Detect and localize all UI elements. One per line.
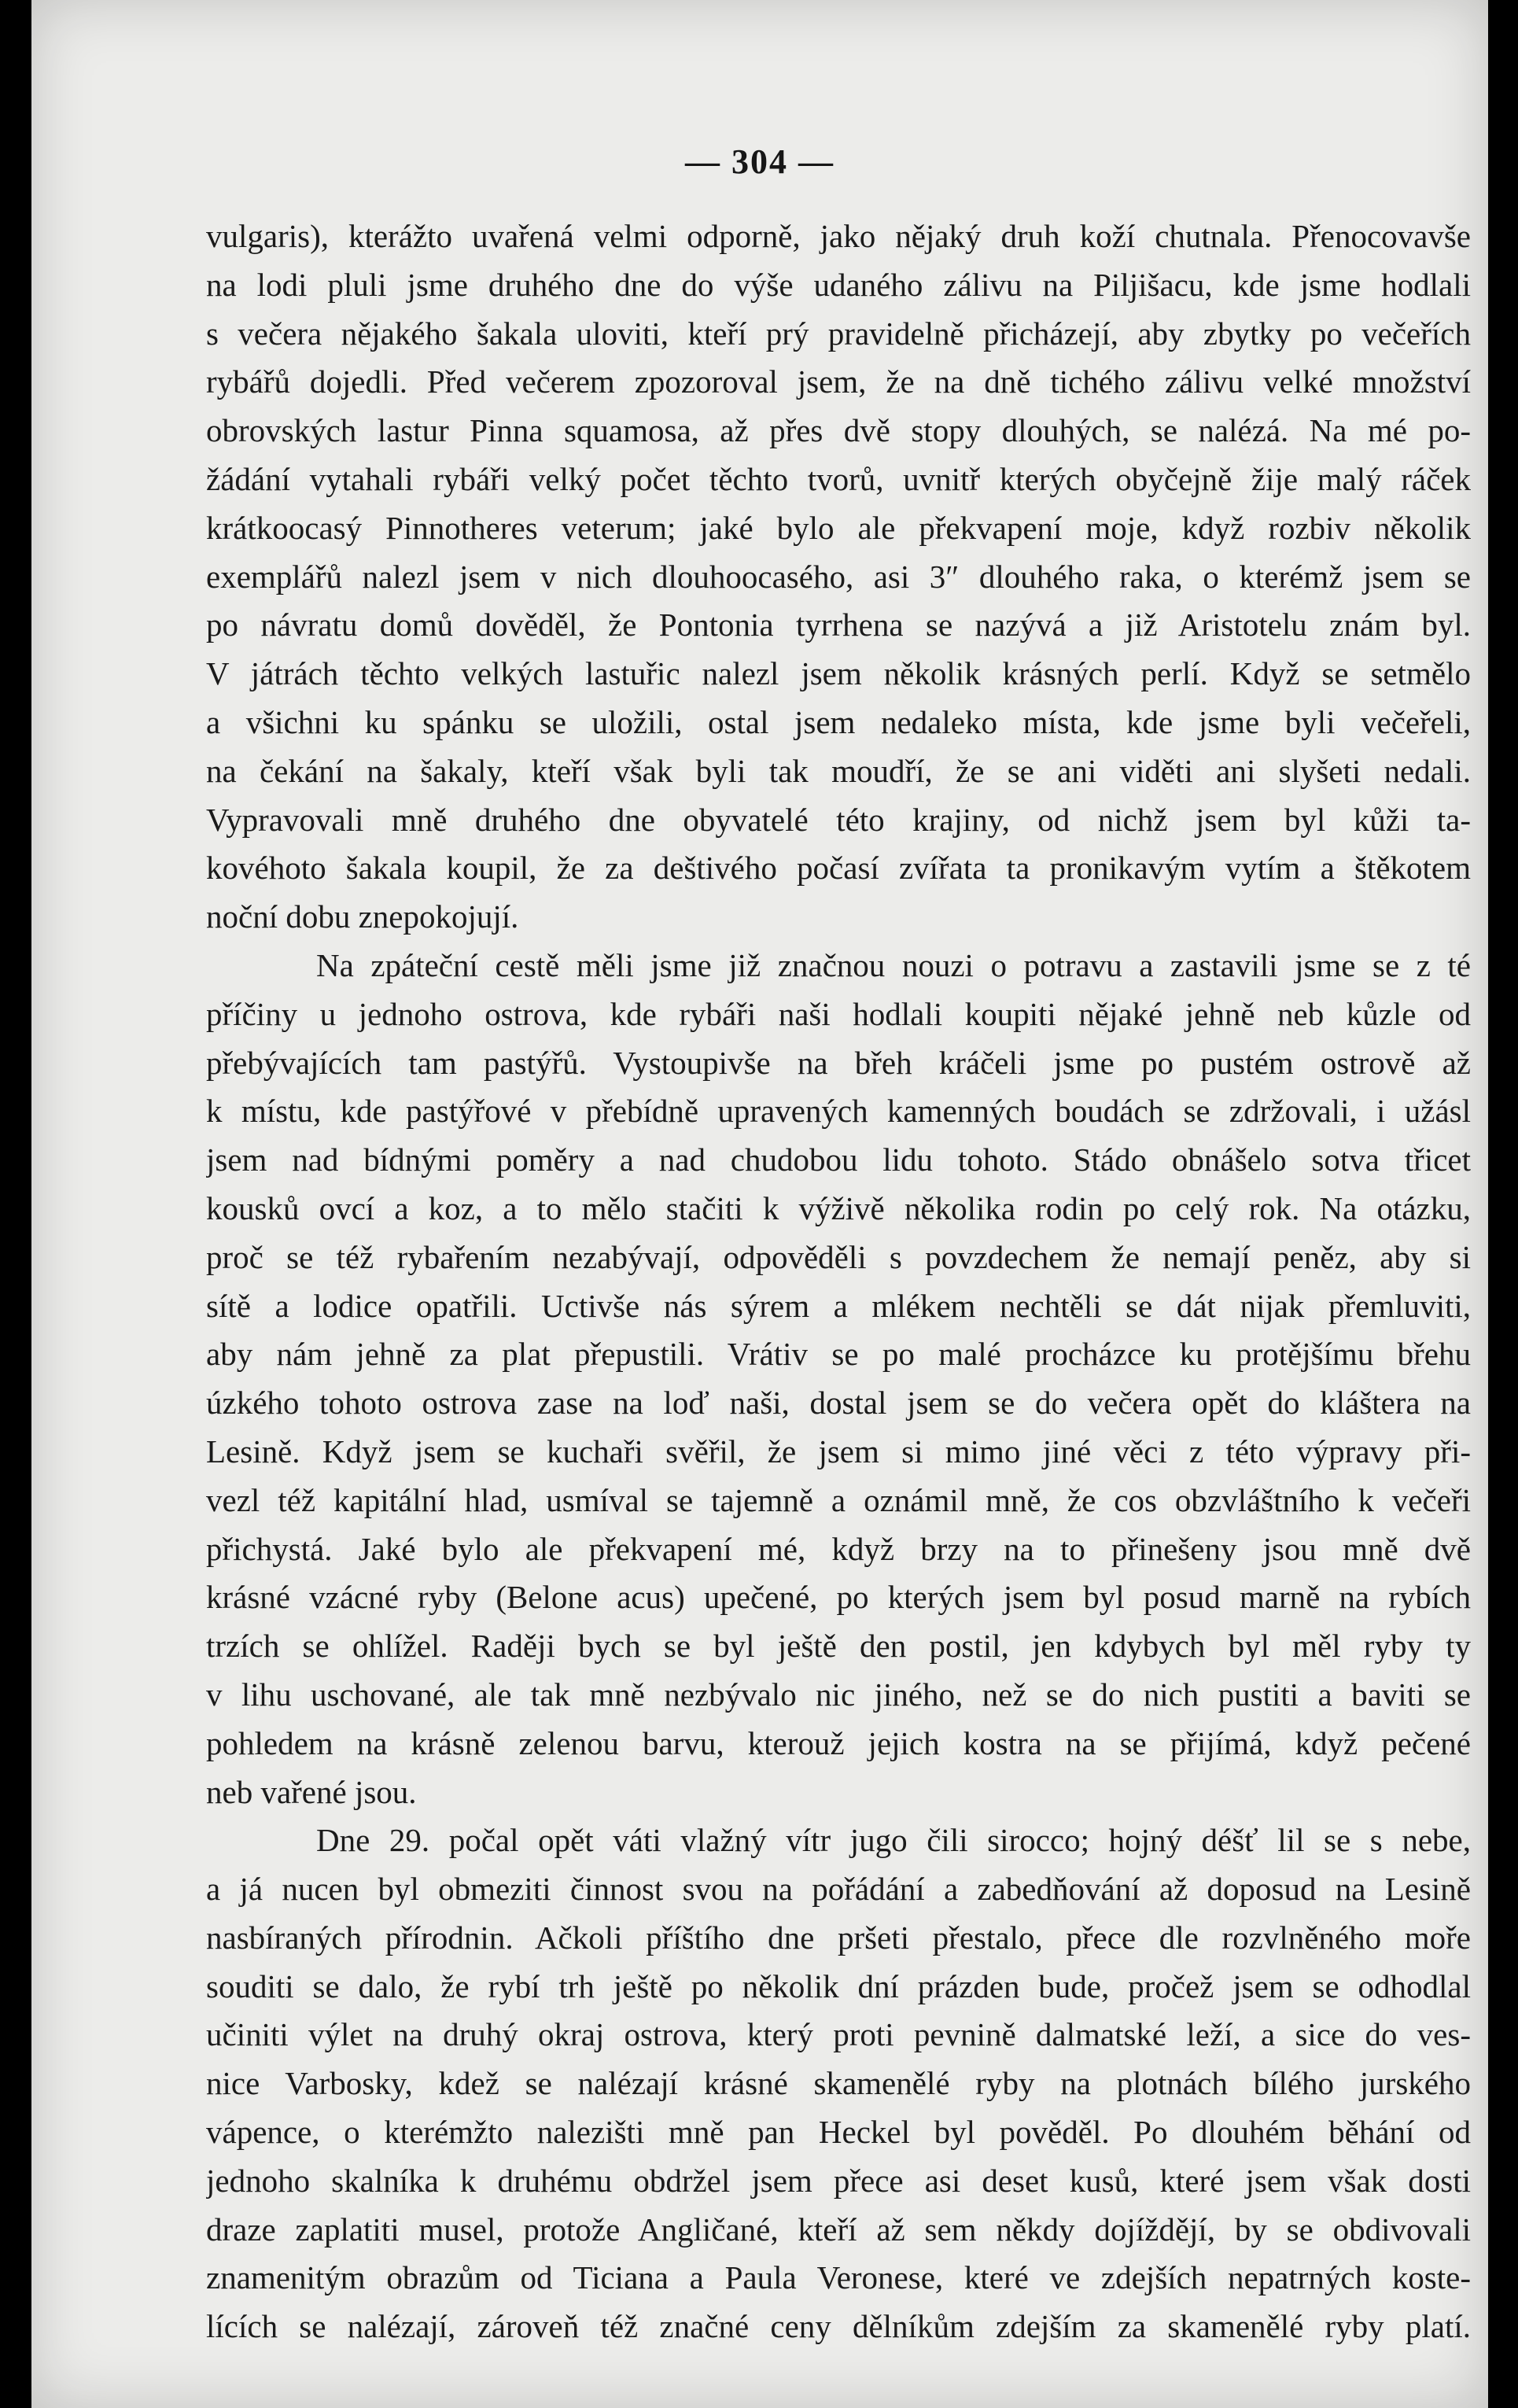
text-line: na lodi pluli jsme druhého dne do výše udaného zálivu na Piljišacu, kde jsme hodlali bbox=[206, 266, 1471, 303]
text-line: vulgaris), kterážto uvařená velmi odporně, jako nějaký druh koží chutnala. Přenocovavše bbox=[206, 218, 1471, 254]
text-line: úzkého tohoto ostrova zase na loď naši, dostal jsem se do večera opět do kláštera na bbox=[206, 1385, 1471, 1422]
text-line: souditi se dalo, že rybí trh ještě po několik dní prázden bude, pročež jsem se odhodlal bbox=[206, 1967, 1471, 2004]
text-line: vezl též kapitální hlad, usmíval se tajemně a oznámil mně, že cos obzvláštního k večeři bbox=[206, 1481, 1471, 1518]
text-line: znamenitým obrazům od Ticiana a Paula Veronese, které ve zdejších nepatrných koste- bbox=[206, 2259, 1471, 2296]
text-line: obrovských lastur Pinna squamosa, až přes dvě stopy dlouhých, se nalézá. Na mé po- bbox=[206, 412, 1471, 449]
text-line: Dne 29. počal opět váti vlažný vítr jugo čili sirocco; hojný déšť lil se s nebe, bbox=[316, 1822, 1471, 1859]
text-line: sítě a lodice opatřili. Uctivše nás sýrem a mlékem nechtěli se dát nijak přemluviti, bbox=[206, 1287, 1471, 1324]
text-line: neb vařené jsou. bbox=[206, 1773, 417, 1810]
text-line: žádání vytahali rybáři velký počet těchto tvorů, uvnitř kterých obyčejně žije malý ráček bbox=[206, 460, 1471, 497]
text-line: s večera nějakého šakala uloviti, kteří prý pravidelně přicházejí, aby zbytky po večeřích bbox=[206, 315, 1471, 352]
text-line: a já nucen byl obmeziti činnost svou na pořádání a zabedňování až doposud na Lesině bbox=[206, 1871, 1471, 1908]
text-line: přebývajících tam pastýřů. Vystoupivše na břeh kráčeli jsme po pustém ostrově až bbox=[206, 1044, 1471, 1081]
book-page bbox=[31, 0, 1488, 2408]
text-line: pohledem na krásně zelenou barvu, kterouž jejich kostra na se přijímá, když pečené bbox=[206, 1724, 1471, 1761]
text-line: krátkoocasý Pinnotheres veterum; jaké bylo ale překvapení moje, když rozbiv několik bbox=[206, 509, 1471, 546]
text-line: draze zaplatiti musel, protože Angličané, kteří až sem někdy dojíždějí, by se obdivovali bbox=[206, 2211, 1471, 2248]
text-line: vápence, o kterémžto nalezišti mně pan Heckel byl pověděl. Po dlouhém běhání od bbox=[206, 2114, 1471, 2151]
text-line: příčiny u jednoho ostrova, kde rybáři naši hodlali koupiti nějaké jehně neb kůzle od bbox=[206, 995, 1471, 1032]
text-line: proč se též rybařením nezabývají, odpověděli s povzdechem že nemají peněz, aby si bbox=[206, 1238, 1471, 1275]
text-line: nasbíraných přírodnin. Ačkoli příštího dne pršeti přestalo, přece dle rozvlněného moře bbox=[206, 1919, 1471, 1956]
text-line: aby nám jehně za plat přepustili. Vrátiv se po malé procházce ku protějšímu břehu bbox=[206, 1336, 1471, 1373]
paragraph bbox=[206, 212, 1471, 942]
text-line: nice Varbosky, kdež se nalézají krásné skamenělé ryby na plotnách bílého jurského bbox=[206, 2065, 1471, 2102]
text-line: jednoho skalníka k druhému obdržel jsem přece asi deset kusů, které jsem však dosti bbox=[206, 2162, 1471, 2199]
text-line: jsem nad bídnými poměry a nad chudobou lidu tohoto. Stádo obnášelo sotva třicet bbox=[206, 1141, 1471, 1178]
text-line: Lesině. Když jsem se kuchaři svěřil, že jsem si mimo jiné věci z této výpravy při- bbox=[206, 1433, 1471, 1470]
text-line: krásné vzácné ryby (Belone acus) upečené, po kterých jsem byl posud marně na rybích bbox=[206, 1579, 1471, 1616]
text-line: exemplářů nalezl jsem v nich dlouhoocasého, asi 3″ dlouhého raka, o kterémž jsem se bbox=[206, 558, 1471, 595]
text-line: k místu, kde pastýřové v přebídně upravených kamenných boudách se zdržovali, i užásl bbox=[206, 1093, 1471, 1130]
text-line: Vypravovali mně druhého dne obyvatelé této krajiny, od nichž jsem byl kůži ta- bbox=[206, 801, 1471, 838]
text-line: lících se nalézají, zároveň též značné ceny dělníkům zdejším za skamenělé ryby platí. bbox=[206, 2308, 1471, 2345]
text-line: přichystá. Jaké bylo ale překvapení mé, když brzy na to přinešeny jsou mně dvě bbox=[206, 1530, 1471, 1567]
paragraph bbox=[206, 1816, 1471, 2351]
page-number: — 304 — bbox=[685, 142, 835, 181]
text-line: kousků ovcí a koz, a to mělo stačiti k výživě několika rodin po celý rok. Na otázku, bbox=[206, 1189, 1471, 1226]
text-line: na čekání na šakaly, kteří však byli tak moudří, že se ani viděti ani slyšeti nedali. bbox=[206, 752, 1471, 789]
body-text bbox=[206, 212, 1471, 2351]
text-line: trzích se ohlížel. Raději bych se byl ještě den postil, jen kdybych byl měl ryby ty bbox=[206, 1628, 1471, 1665]
text-line: V játrách těchto velkých lastuřic nalezl jsem několik krásných perlí. Když se setmělo bbox=[206, 655, 1471, 692]
text-line: učiniti výlet na druhý okraj ostrova, který proti pevnině dalmatské leží, a sice do ves- bbox=[206, 2016, 1471, 2053]
text-line: noční dobu znepokojují. bbox=[206, 898, 519, 935]
text-line: po návratu domů dověděl, že Pontonia tyrrhena se nazývá a již Aristotelu znám byl. bbox=[206, 607, 1471, 643]
text-line: Na zpáteční cestě měli jsme již značnou nouzi o potravu a zastavili jsme se z té bbox=[316, 946, 1471, 983]
text-line: rybářů dojedli. Před večerem zpozoroval jsem, že na dně tichého zálivu velké množství bbox=[206, 363, 1471, 400]
text-line: kovéhoto šakala koupil, že za deštivého počasí zvířata ta pronikavým vytím a štěkotem bbox=[206, 850, 1471, 887]
text-line: a všichni ku spánku se uložili, ostal jsem nedaleko místa, kde jsme byli večeřeli, bbox=[206, 703, 1471, 740]
paragraph bbox=[206, 942, 1471, 1816]
text-line: v lihu uschované, ale tak mně nezbývalo nic jiného, než se do nich pustiti a baviti se bbox=[206, 1676, 1471, 1713]
